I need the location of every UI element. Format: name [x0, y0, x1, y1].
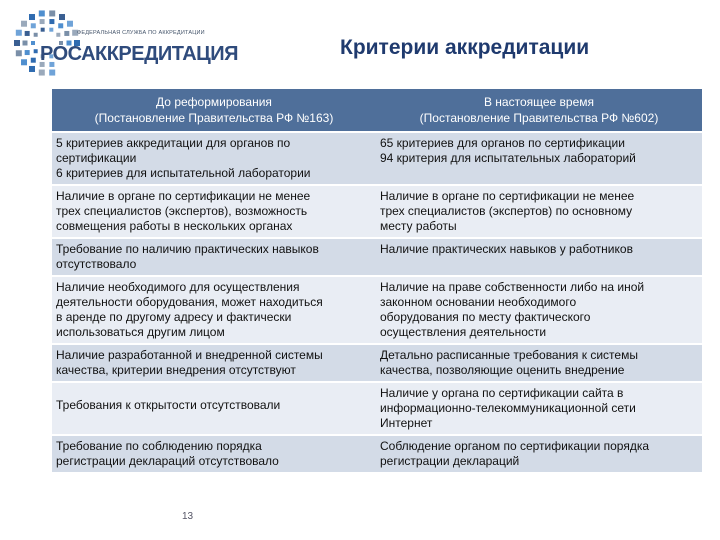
cell-line: оборудования по месту фактического	[380, 310, 591, 324]
table-row	[52, 238, 702, 276]
cell-line: Наличие разработанной и внедренной системы	[56, 348, 323, 362]
cell-line: Требования к открытости отсутствовали	[56, 398, 281, 412]
cell-before-reform	[52, 185, 376, 238]
cell-line: законном основании необходимого	[380, 295, 577, 309]
table-row	[52, 382, 702, 435]
header-right-line1: В настоящее время	[483, 95, 595, 109]
table-row	[52, 185, 702, 238]
cell-line: совмещения работы в нескольких органах	[56, 219, 293, 233]
table-row	[52, 435, 702, 473]
page-title: Критерии аккредитации	[340, 36, 590, 59]
cell-line: Требование по наличию практических навыков	[56, 242, 319, 256]
cell-current	[376, 185, 702, 238]
cell-line: трех специалистов (экспертов) по основному	[380, 204, 633, 218]
cell-before-reform	[52, 435, 376, 473]
cell-line: в аренде по другому адресу и фактически	[56, 310, 292, 324]
page-number: 13	[182, 511, 194, 522]
cell-line: 6 критериев для испытательной лаборатории	[56, 166, 311, 180]
cell-line: Наличие у органа по сертификации сайта в	[380, 386, 624, 400]
cell-line: информационно-телекоммуникационной сети	[380, 401, 636, 415]
cell-current	[376, 344, 702, 382]
cell-current	[376, 435, 702, 473]
cell-line: регистрации деклараций	[380, 454, 520, 468]
table-header-row	[52, 89, 702, 132]
rosakkreditatsiya-logo	[10, 6, 238, 80]
header-current	[376, 89, 702, 132]
logo-name: РОСАККРЕДИТАЦИЯ	[40, 43, 238, 65]
cell-before-reform	[52, 238, 376, 276]
cell-line: деятельности оборудования, может находиться	[56, 295, 323, 309]
cell-line: Наличие в органе по сертификации не менее	[56, 189, 311, 203]
table-row	[52, 276, 702, 344]
cell-before-reform	[52, 276, 376, 344]
table-row	[52, 344, 702, 382]
header-before-reform	[52, 89, 376, 132]
logo-subtitle: ФЕДЕРАЛЬНАЯ СЛУЖБА ПО АККРЕДИТАЦИИ	[77, 30, 205, 36]
cell-line: трех специалистов (экспертов), возможность	[56, 204, 308, 218]
cell-line: 65 критериев для органов по сертификации	[380, 136, 625, 150]
cell-line: 5 критериев аккредитации для органов по	[56, 136, 291, 150]
cell-line: осуществления деятельности	[380, 325, 547, 339]
cell-line: 94 критерия для испытательных лабораторий	[380, 151, 636, 165]
cell-current	[376, 382, 702, 435]
accreditation-criteria-table	[52, 89, 702, 474]
cell-current	[376, 276, 702, 344]
header-left-line2: (Постановление Правительства РФ №163)	[94, 111, 334, 125]
table-row	[52, 132, 702, 185]
cell-line: Наличие на праве собственности либо на иной	[380, 280, 645, 294]
cell-line: Интернет	[380, 416, 433, 430]
cell-line: Наличие необходимого для осуществления	[56, 280, 300, 294]
cell-line: сертификации	[56, 151, 137, 165]
header-left-line1: До реформирования	[156, 95, 272, 109]
cell-line: отсутствовало	[56, 257, 137, 271]
cell-current	[376, 132, 702, 185]
cell-before-reform	[52, 382, 376, 435]
cell-line: Наличие практических навыков у работников	[380, 242, 633, 256]
cell-before-reform	[52, 132, 376, 185]
cell-current	[376, 238, 702, 276]
cell-line: Соблюдение органом по сертификации порядка	[380, 439, 650, 453]
cell-line: использоваться другим лицом	[56, 325, 225, 339]
cell-line: качества, критерии внедрения отсутствуют	[56, 363, 296, 377]
cell-line: Требование по соблюдению порядка	[56, 439, 262, 453]
cell-line: качества, позволяющие оценить внедрение	[380, 363, 625, 377]
cell-line: регистрации деклараций отсутствовало	[56, 454, 279, 468]
cell-line: Детально расписанные требования к системы	[380, 348, 638, 362]
header-right-line2: (Постановление Правительства РФ №602)	[419, 111, 659, 125]
cell-line: Наличие в органе по сертификации не менее	[380, 189, 635, 203]
cell-before-reform	[52, 344, 376, 382]
cell-line: месту работы	[380, 219, 457, 233]
